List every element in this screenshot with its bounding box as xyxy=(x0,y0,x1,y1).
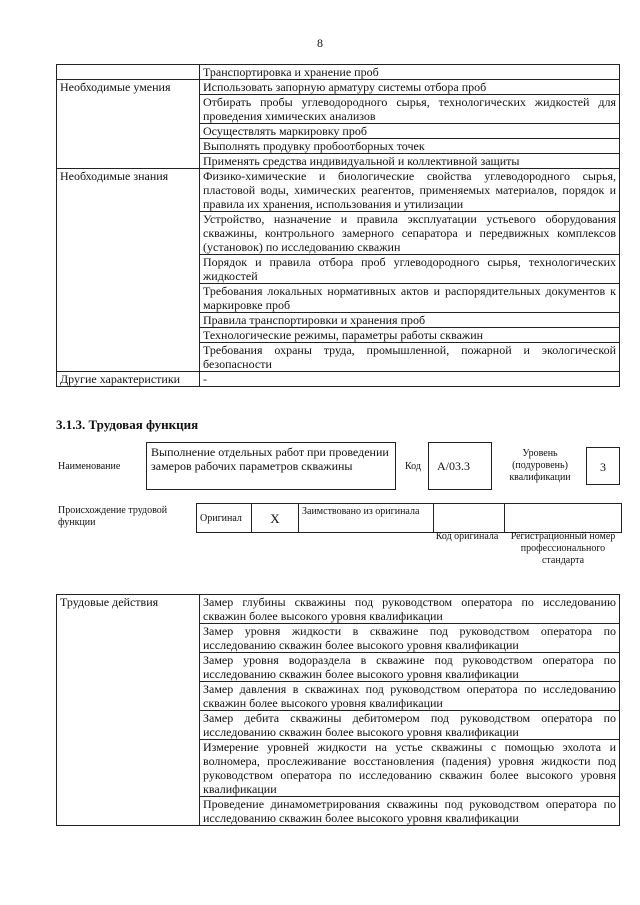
section-title: 3.1.3. Трудовая функция xyxy=(56,417,199,432)
page-number: 8 xyxy=(317,36,323,50)
original-mark: X xyxy=(252,504,299,533)
row-text: Устройство, назначение и правила эксплуатации устьевого оборудования скважины, контрольного замерного сепаратора и передвижных комплексов (установок) по исследованию скважин xyxy=(200,212,620,255)
table-row xyxy=(57,80,620,95)
row-text: Измерение уровней жидкости на устье скважины с помощью эхолота и волномера, прослеживание восстановления (падения) уровня жидкости под руководством оператора по исследованию скважин более высокого уровня квалификации xyxy=(200,740,620,797)
row-label-actions: Трудовые действия xyxy=(57,595,200,826)
row-text: Использовать запорную арматуру системы отбора проб xyxy=(200,80,620,95)
name-label: Наименование xyxy=(58,461,121,472)
level-label: Уровень (подуровень) квалификации xyxy=(509,448,571,483)
row-text: Замер дебита скважины дебитомером под руководством оператора по исследованию скважин более высокого уровня квалификации xyxy=(200,711,620,740)
origin-code-cell xyxy=(434,504,505,533)
original-label: Оригинал xyxy=(197,504,252,533)
table-row xyxy=(57,595,620,624)
origin-label: Происхождение трудовой функции xyxy=(58,505,168,528)
borrowed-label: Заимствовано из оригинала xyxy=(299,504,434,533)
row-text: Технологические режимы, параметры работы скважин xyxy=(200,328,620,343)
row-text: Замер уровня жидкости в скважине под руководством оператора по исследованию скважин более высокого уровня квалификации xyxy=(200,624,620,653)
table-row xyxy=(57,169,620,212)
origin-reg-cell xyxy=(505,504,622,533)
row-text: Порядок и правила отбора проб углеводородного сырья, технологических жидкостей xyxy=(200,255,620,284)
row-text: Замер глубины скважины под руководством оператора по исследованию скважин более высокого уровня квалификации xyxy=(200,595,620,624)
row-text: Замер давления в скважинах под руководством оператора по исследованию скважин более высокого уровня квалификации xyxy=(200,682,620,711)
level-value: 3 xyxy=(586,447,620,485)
function-name: Выполнение отдельных работ при проведении замеров рабочих параметров скважины xyxy=(146,442,396,490)
origin-code-caption: Код оригинала xyxy=(435,531,499,542)
row-label-skills: Необходимые умения xyxy=(57,80,200,169)
row-text: Требования локальных нормативных актов и распорядительных документов к маркировке проб xyxy=(200,284,620,313)
row-text: Применять средства индивидуальной и коллективной защиты xyxy=(200,154,620,169)
requirements-table xyxy=(56,64,620,387)
row-text: - xyxy=(200,372,620,387)
origin-reg-caption: Регистрационный номер профессионального стандарта xyxy=(510,531,616,566)
function-code: А/03.3 xyxy=(428,442,492,490)
origin-table xyxy=(196,503,622,533)
row-text: Замер уровня водораздела в скважине под руководством оператора по исследованию скважин более высокого уровня квалификации xyxy=(200,653,620,682)
row-text: Физико-химические и биологические свойства углеводородного сырья, пластовой воды, химических реагентов, применяемых материалов, порядок и правила их хранения, использования и утилизации xyxy=(200,169,620,212)
row-text: Осуществлять маркировку проб xyxy=(200,124,620,139)
row-label-knowledge: Необходимые знания xyxy=(57,169,200,372)
row-text: Транспортировка и хранение проб xyxy=(200,65,620,80)
code-label: Код xyxy=(405,461,421,472)
row-text: Выполнять продувку пробоотборных точек xyxy=(200,139,620,154)
row-text: Проведение динамометрирования скважины под руководством оператора по исследованию скважин более высокого уровня квалификации xyxy=(200,797,620,826)
work-actions-table xyxy=(56,594,620,826)
row-label xyxy=(57,65,200,80)
row-text: Отбирать пробы углеводородного сырья, технологических жидкостей для проведения химических анализов xyxy=(200,95,620,124)
table-row xyxy=(57,372,620,387)
row-text: Требования охраны труда, промышленной, пожарной и экологической безопасности xyxy=(200,343,620,372)
row-text: Правила транспортировки и хранения проб xyxy=(200,313,620,328)
row-label-other: Другие характеристики xyxy=(57,372,200,387)
table-row xyxy=(57,65,620,80)
